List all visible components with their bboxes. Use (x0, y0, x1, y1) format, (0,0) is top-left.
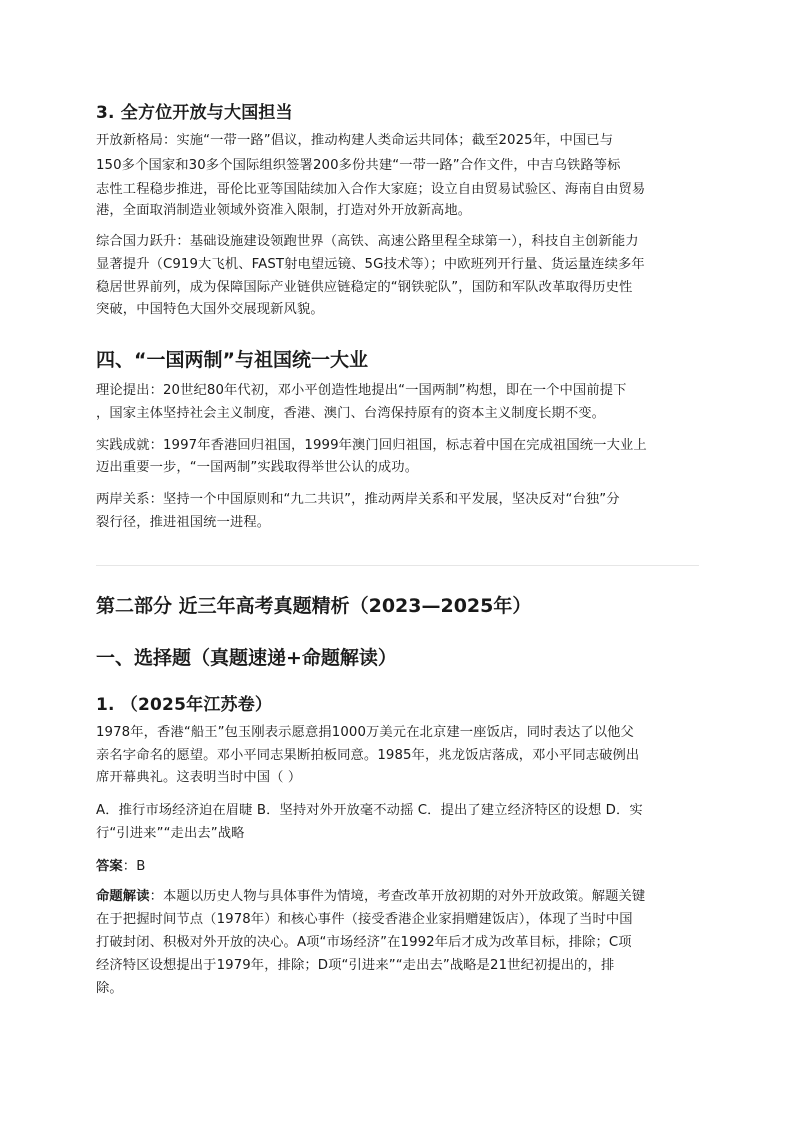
text-line: 行“引进来”“走出去”战略 (96, 826, 245, 841)
text-line: 综合国力跃升：基础设施建设领跑世界（高铁、高速公路里程全球第一），科技自主创新能力 (96, 234, 639, 249)
text-line: 港，全面取消制造业领域外资准入限制，打造对外开放新高地。 (96, 203, 472, 218)
text-line: 经济特区设想提出于1979年，排除；D项“引进来”“走出去”战略是21世纪初提出的，排 (96, 958, 615, 973)
text-line: 两岸关系：坚持一个中国原则和“九二共识”，推动两岸关系和平发展，坚决反对“台独”分 (96, 492, 620, 507)
analysis-label: 命题解读 (96, 889, 150, 904)
subsection-heading: 一、选择题（真题速递+命题解读） (96, 647, 397, 669)
text-line: 在于把握时间节点（1978年）和核心事件（接受香港企业家捐赠建饭店），体现了当时中国 (96, 912, 633, 927)
text-line: 稳居世界前列，成为保障国际产业链供应链稳定的“钢铁驼队”，国防和军队改革取得历史性 (96, 280, 633, 295)
analysis-text: ：本题以历史人物与具体事件为情境，考查改革开放初期的对外开放政策。解题关键 (149, 889, 646, 904)
text-line: A．推行市场经济迫在眉睫 B．坚持对外开放毫不动摇 C．提出了建立经济特区的设想 D．实 (96, 803, 643, 818)
text-line: 亲名字命名的愿望。邓小平同志果断拍板同意。1985年，兆龙饭店落成，邓小平同志破例出 (96, 748, 640, 763)
text-line: 开放新格局：实施“一带一路”倡议，推动构建人类命运共同体；截至2025年，中国已与 (96, 133, 614, 148)
section-heading-3: 3. 全方位开放与大国担当 (96, 103, 293, 123)
answer-label: 答案 (96, 859, 123, 874)
text-line: 除。 (96, 981, 123, 996)
section-divider (96, 565, 699, 566)
text-line: 1978年，香港“船王”包玉刚表示愿意捐1000万美元在北京建一座饭店，同时表达了以他父 (96, 725, 634, 740)
text-line: 150多个国家和30多个国际组织签署200多份共建“一带一路”合作文件，中吉乌铁路等标 (96, 158, 621, 173)
text-line (96, 887, 645, 907)
text-line: 裂行径，推进祖国统一进程。 (96, 515, 271, 530)
text-line: 突破，中国特色大国外交展现新风貌。 (96, 302, 324, 317)
answer-value: ：B (122, 859, 146, 874)
text-line: 实践成就：1997年香港回归祖国，1999年澳门回归祖国，标志着中国在完成祖国统一大业上 (96, 438, 647, 453)
part-heading: 第二部分 近三年高考真题精析（2023—2025年） (96, 595, 532, 617)
answer-line (96, 857, 145, 877)
text-line: 理论提出：20世纪80年代初，邓小平创造性地提出“一国两制”构想，即在一个中国前提下 (96, 383, 627, 398)
text-line: 迈出重要一步，“一国两制”实践取得举世公认的成功。 (96, 460, 419, 475)
text-line: 席开幕典礼。这表明当时中国（ ） (96, 770, 302, 785)
text-line: 志性工程稳步推进，哥伦比亚等国陆续加入合作大家庭；设立自由贸易试验区、海南自由贸易 (96, 182, 646, 197)
text-line: ，国家主体坚持社会主义制度，香港、澳门、台湾保持原有的资本主义制度长期不变。 (96, 406, 606, 421)
section-heading-4: 四、“一国两制”与祖国统一大业 (96, 349, 368, 371)
question-title: 1. （2025年江苏卷） (96, 695, 273, 715)
text-line: 显著提升（C919大飞机、FAST射电望远镜、5G技术等）；中欧班列开行量、货运量连续多年 (96, 257, 645, 272)
text-line: 打破封闭、积极对外开放的决心。A项“市场经济”在1992年后才成为改革目标，排除；C项 (96, 935, 632, 950)
